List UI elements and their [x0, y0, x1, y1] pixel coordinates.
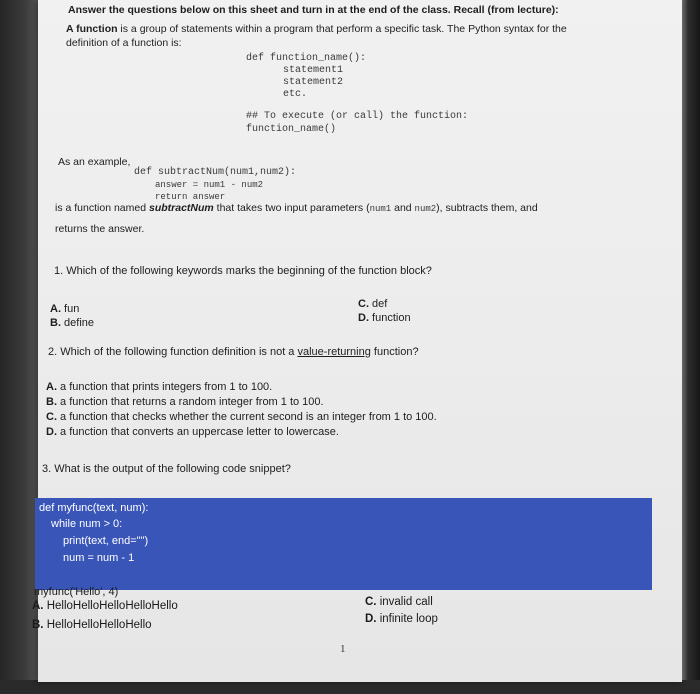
- code-snippet-box: [35, 498, 652, 590]
- example-label: As an example,: [58, 156, 131, 168]
- q3-option-c: [365, 596, 433, 608]
- q3-option-d: [365, 613, 438, 625]
- definition-line-1: [66, 23, 567, 35]
- q2-option-d: [46, 426, 339, 438]
- q3-option-b: [32, 619, 152, 631]
- example-code-line: answer = num1 - num2: [155, 180, 264, 190]
- example-desc-text: that takes two input parameters (: [213, 202, 370, 214]
- background-bottom: [0, 680, 700, 694]
- syntax-code-line: statement1: [283, 65, 344, 76]
- question-2: [48, 346, 419, 358]
- example-desc-text: and: [391, 202, 415, 214]
- option-text: a function that converts an uppercase letter to lowercase.: [57, 426, 339, 438]
- option-letter: C.: [358, 298, 369, 310]
- page-number: 1: [340, 643, 346, 655]
- option-letter: B.: [32, 619, 44, 631]
- option-text: define: [61, 317, 95, 329]
- example-desc-text: ), subtracts them, and: [436, 202, 538, 214]
- question-text: 2. Which of the following function definition is not a: [48, 346, 298, 358]
- q2-option-a: [46, 381, 272, 393]
- question-text: function?: [370, 346, 419, 358]
- option-letter: B.: [50, 317, 61, 329]
- q1-option-d: [358, 312, 411, 324]
- definition-line-2: definition of a function is:: [66, 37, 182, 49]
- background-right: [680, 0, 700, 694]
- option-letter: D.: [46, 426, 57, 438]
- definition-text: is a group of statements within a program that perform a specific task. The Python syntax for the: [117, 23, 567, 35]
- syntax-code-line: etc.: [283, 89, 308, 100]
- option-text: fun: [61, 303, 80, 315]
- option-letter: C.: [365, 596, 377, 608]
- option-text: invalid call: [376, 596, 433, 608]
- option-letter: B.: [46, 396, 57, 408]
- call-comment: ## To execute (or call) the function:: [246, 111, 469, 122]
- option-text: infinite loop: [376, 613, 438, 625]
- option-text: a function that prints integers from 1 to 100.: [57, 381, 273, 393]
- option-text: HelloHelloHelloHello: [43, 619, 152, 631]
- q1-option-b: [50, 317, 94, 329]
- option-letter: D.: [358, 312, 369, 324]
- option-letter: C.: [46, 411, 57, 423]
- example-code-line: def subtractNum(num1,num2):: [134, 167, 297, 178]
- option-text: a function that returns a random integer from 1 to 100.: [57, 396, 324, 408]
- syntax-code-line: statement2: [283, 77, 344, 88]
- example-param: num2: [414, 204, 437, 214]
- option-text: function: [369, 312, 411, 324]
- code-line: print(text, end=""): [63, 535, 149, 547]
- instructions-line: Answer the questions below on this sheet and turn in at the end of the class. Recall (from lecture):: [68, 4, 559, 16]
- question-3: 3. What is the output of the following code snippet?: [42, 463, 291, 475]
- example-param: num1: [369, 204, 392, 214]
- q1-option-c: [358, 298, 387, 310]
- option-text: HelloHelloHelloHelloHello: [43, 600, 178, 612]
- example-description-line-1: [55, 202, 538, 214]
- option-letter: A.: [46, 381, 57, 393]
- q3-option-a: [32, 600, 178, 612]
- code-line: num = num - 1: [63, 552, 135, 564]
- question-1: 1. Which of the following keywords marks the beginning of the function block?: [54, 265, 432, 277]
- option-text: a function that checks whether the current second is an integer from 1 to 100.: [57, 411, 437, 423]
- option-letter: A.: [50, 303, 61, 315]
- option-text: def: [369, 298, 388, 310]
- definition-term: A function: [66, 23, 118, 35]
- q1-option-a: [50, 303, 79, 315]
- code-line: def myfunc(text, num):: [39, 502, 149, 514]
- code-call-line: myfunc('Hello', 4): [34, 586, 119, 598]
- syntax-code-line: def function_name():: [246, 53, 367, 64]
- q2-option-c: [46, 411, 437, 423]
- example-desc-text: is a function named: [55, 202, 149, 214]
- question-underlined-term: value-returning: [297, 346, 371, 358]
- option-letter: D.: [365, 613, 377, 625]
- q2-option-b: [46, 396, 324, 408]
- code-line: while num > 0:: [51, 518, 123, 530]
- option-letter: A.: [32, 600, 44, 612]
- example-function-name: subtractNum: [148, 202, 214, 214]
- example-code-line: return answer: [155, 192, 226, 202]
- example-description-line-2: returns the answer.: [55, 223, 145, 235]
- call-code: function_name(): [246, 124, 337, 135]
